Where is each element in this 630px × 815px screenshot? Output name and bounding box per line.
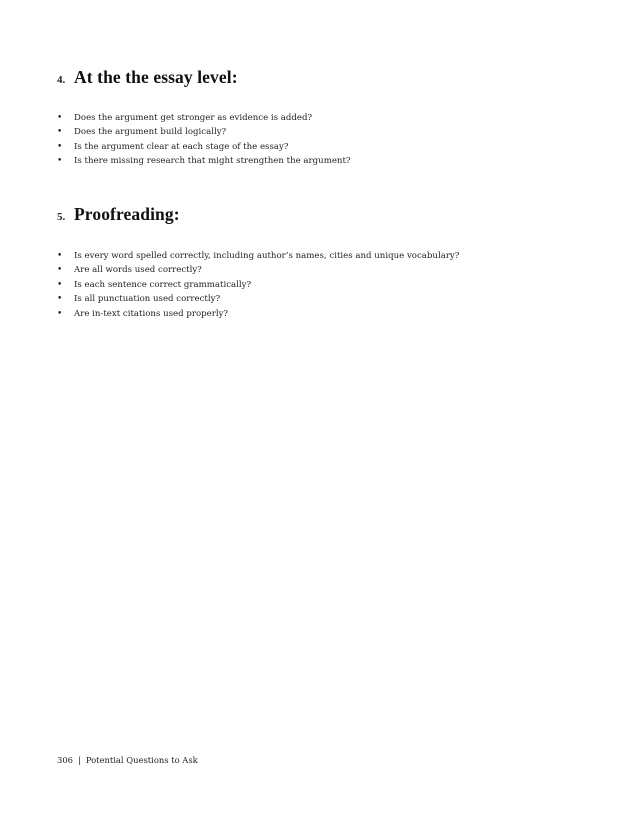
section-proofreading: [57, 204, 577, 321]
list-item: [57, 263, 577, 277]
bullet-icon: •: [57, 265, 63, 276]
page-footer: [57, 755, 198, 765]
list-item-text: Is the argument clear at each stage of the essay?: [74, 141, 289, 152]
bullet-icon: •: [57, 113, 63, 123]
bullet-icon: •: [57, 251, 63, 261]
list-item-text: Does the argument build logically?: [74, 127, 227, 138]
list-item-text: Are in-text citations used properly?: [74, 308, 229, 319]
bullet-icon: •: [57, 156, 63, 167]
bullet-icon: •: [57, 127, 63, 138]
section-number: 5.: [57, 211, 66, 223]
bullet-icon: •: [57, 141, 63, 152]
bullet-icon: •: [57, 279, 63, 290]
question-list: [57, 111, 577, 169]
list-item: [57, 154, 577, 168]
list-item-text: Is each sentence correct grammatically?: [74, 279, 252, 290]
section-heading: [57, 67, 577, 88]
footer-separator: |: [78, 755, 81, 765]
list-item-text: Does the argument get stronger as evidence is added?: [74, 113, 313, 123]
section-essay-level: [57, 67, 577, 169]
list-item-text: Is all punctuation used correctly?: [74, 294, 221, 305]
list-item-text: Is there missing research that might strengthen the argument?: [74, 156, 351, 167]
section-title: Proofreading:: [74, 204, 180, 224]
list-item: [57, 111, 577, 125]
page-number: 306: [57, 755, 73, 765]
list-item: [57, 140, 577, 154]
chapter-title: Potential Questions to Ask: [85, 755, 198, 765]
bullet-icon: •: [57, 308, 63, 319]
list-item-text: Is every word spelled correctly, including author’s names, cities and unique vocabulary?: [74, 251, 460, 261]
list-item: [57, 125, 577, 139]
list-item: [57, 292, 577, 306]
section-heading: [57, 204, 577, 225]
list-item: [57, 278, 577, 292]
section-number: 4.: [57, 74, 66, 86]
list-item: [57, 307, 577, 321]
list-item: [57, 249, 577, 263]
bullet-icon: •: [57, 294, 63, 305]
list-item-text: Are all words used correctly?: [74, 265, 202, 276]
section-title: At the the essay level:: [74, 67, 238, 87]
question-list: [57, 249, 577, 321]
